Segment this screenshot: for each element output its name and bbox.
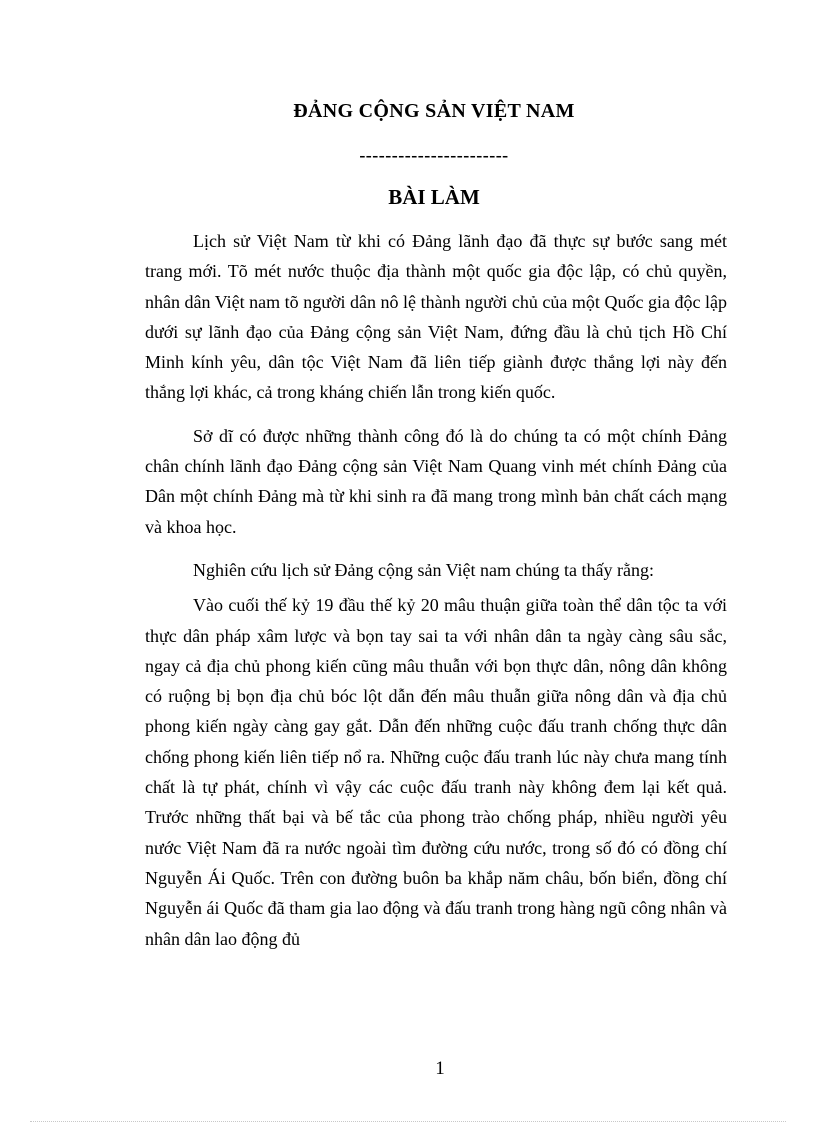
paragraph-3: Nghiên cứu lịch sử Đảng cộng sản Việt nam chúng ta thấy rằng:	[193, 559, 654, 580]
section-heading: BÀI LÀM	[388, 185, 480, 209]
page-number: 1	[435, 1058, 445, 1079]
page-bottom-border	[30, 1121, 786, 1122]
paragraph-4: Vào cuối thế kỷ 19 đầu thế kỷ 20 mâu thuận giữa toàn thể dân tộc ta với thực dân pháp xâm lược và bọn tay sai ta với nhân dân ta ngày càng sâu sắc, ngay cả địa chủ phong kiến cũng mâu thuẫn với bọn thực dân, nông dân không có ruộng bị bọn địa chủ bóc lột dẫn đến mâu thuẫn giữa nông dân và địa chủ phong kiến ngày càng gay gắt. Dẫn đến những cuộc đấu tranh chống thực dân chống phong kiến liên tiếp nổ ra. Những cuộc đấu tranh lúc này chưa mang tính chất là tự phát, chính vì vậy các cuộc đấu tranh này không đem lại kết quả. Trước những thất bại và bế tắc của phong trào chống pháp, nhiều người yêu nước Việt Nam đã ra nước ngoài tìm đường cứu nước, trong số đó có đồng chí Nguyễn Ái Quốc. Trên con đường buôn ba khắp năm châu, bốn biển, đồng chí Nguyễn ái Quốc đã tham gia lao động và đấu tranh trong hàng ngũ công nhân và nhân dân lao động đủ	[145, 595, 727, 949]
title-separator: -----------------------	[359, 145, 509, 165]
paragraph-1: Lịch sử Việt Nam từ khi có Đảng lãnh đạo đã thực sự bước sang mét trang mới. Tõ mét nước thuộc địa thành một quốc gia độc lập, có chủ quyền, nhân dân Việt nam tõ người dân nô lệ thành người chủ của một Quốc gia độc lập dưới sự lãnh đạo của Đảng cộng sản Việt Nam, đứng đầu là chủ tịch Hồ Chí Minh kính yêu, dân tộc Việt Nam đã liên tiếp giành được thắng lợi này đến thắng lợi khác, cả trong kháng chiến lẫn trong kiến quốc.	[145, 231, 727, 403]
paragraph-2: Sở dĩ có được những thành công đó là do chúng ta có một chính Đảng chân chính lãnh đạo Đảng cộng sản Việt Nam Quang vinh mét chính Đảng của Dân một chính Đảng mà từ khi sinh ra đã mang trong mình bản chất cách mạng và khoa học.	[145, 425, 727, 537]
body-text	[145, 226, 727, 967]
document-title: ĐẢNG CỘNG SẢN VIỆT NAM	[293, 100, 575, 122]
